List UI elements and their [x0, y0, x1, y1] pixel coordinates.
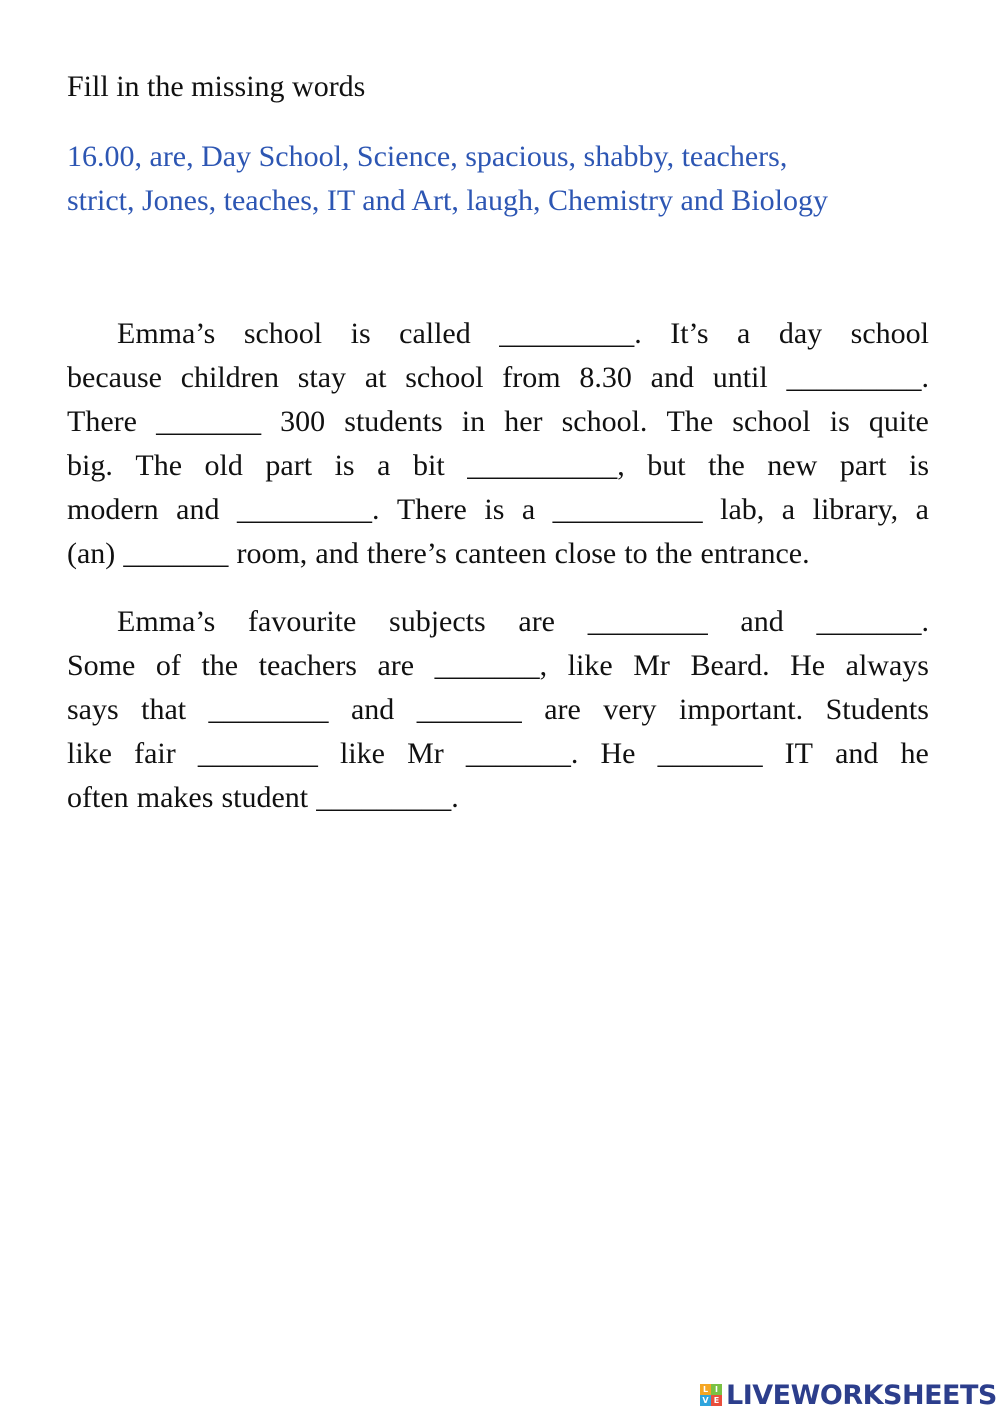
- blank-space[interactable]: __________: [552, 493, 703, 526]
- word: day: [778, 317, 823, 350]
- word: called: [399, 317, 471, 350]
- text-line: [67, 688, 929, 732]
- word: subjects: [389, 605, 486, 638]
- instruction-heading: Fill in the missing words: [67, 70, 366, 103]
- word: because: [67, 361, 162, 394]
- word: library,: [812, 493, 899, 526]
- text-line: [67, 444, 929, 488]
- word: the: [201, 649, 239, 682]
- badge-letter: V: [700, 1395, 711, 1406]
- badge-letter: L: [700, 1384, 711, 1395]
- word: are: [544, 693, 581, 726]
- blank-space[interactable]: ________: [208, 693, 329, 726]
- word: in: [461, 405, 486, 438]
- word: he: [900, 737, 929, 770]
- word: and: [315, 537, 359, 570]
- badge-letter: I: [711, 1384, 722, 1395]
- word: often: [67, 781, 129, 814]
- word: to: [624, 537, 648, 570]
- word: school: [405, 361, 484, 394]
- word: are: [377, 649, 415, 682]
- word: a: [781, 493, 796, 526]
- word: and: [350, 693, 395, 726]
- word: It’s: [670, 317, 709, 350]
- word: part: [839, 449, 887, 482]
- word: old: [204, 449, 243, 482]
- word: like: [567, 649, 613, 682]
- blank-space[interactable]: _______: [123, 537, 229, 570]
- word: and: [740, 605, 784, 638]
- word: Beard.: [690, 649, 770, 682]
- word: children: [180, 361, 279, 394]
- word: that: [141, 693, 187, 726]
- word: There: [67, 405, 137, 438]
- word: IT: [784, 737, 813, 770]
- word: (an): [67, 537, 116, 570]
- text-line: [67, 356, 929, 400]
- word: a: [521, 493, 536, 526]
- word: favourite: [248, 605, 357, 638]
- word: school: [243, 317, 323, 350]
- blank-space[interactable]: _______: [657, 737, 763, 770]
- liveworksheets-logo: [700, 1378, 997, 1412]
- word: Mr: [633, 649, 670, 682]
- word: like: [339, 737, 385, 770]
- word-bank-line: 16.00, are, Day School, Science, spacious, shabby, teachers,: [67, 140, 788, 173]
- word: new: [767, 449, 818, 482]
- word: Some: [67, 649, 136, 682]
- word-bank: [67, 135, 927, 223]
- logo-text: LIVEWORKSHEETS: [726, 1379, 997, 1411]
- blank-space[interactable]: _______.: [465, 737, 579, 770]
- blank-space[interactable]: _______.: [816, 605, 929, 638]
- word: from: [502, 361, 561, 394]
- word: a: [915, 493, 929, 526]
- word: there’s: [366, 537, 447, 570]
- blank-space[interactable]: _______: [156, 405, 262, 438]
- word: and: [835, 737, 879, 770]
- word: her: [504, 405, 543, 438]
- text-line: [67, 532, 929, 576]
- word: very: [603, 693, 657, 726]
- word: is: [334, 449, 355, 482]
- word: bit: [413, 449, 445, 482]
- word: are: [518, 605, 555, 638]
- word: a: [737, 317, 751, 350]
- word: close: [554, 537, 617, 570]
- word: part: [265, 449, 313, 482]
- text-line: [67, 488, 929, 532]
- badge-letter: E: [711, 1395, 722, 1406]
- blank-space[interactable]: ________: [197, 737, 318, 770]
- word: The: [666, 405, 714, 438]
- word: There: [396, 493, 467, 526]
- word: but: [647, 449, 686, 482]
- word: stay: [297, 361, 347, 394]
- word: school: [732, 405, 811, 438]
- text-line: [67, 312, 929, 356]
- word: 300: [280, 405, 326, 438]
- word: a: [377, 449, 391, 482]
- word: school: [850, 317, 929, 350]
- text-line: [67, 600, 929, 644]
- word: the: [708, 449, 745, 482]
- word: Emma’s: [117, 605, 216, 638]
- word: is: [350, 317, 371, 350]
- word: fair: [134, 737, 176, 770]
- word: room,: [236, 537, 308, 570]
- word: the: [655, 537, 693, 570]
- blank-space[interactable]: ________: [587, 605, 708, 638]
- word: He: [790, 649, 826, 682]
- word: says: [67, 693, 119, 726]
- blank-space[interactable]: _________.: [316, 781, 459, 814]
- word: school.: [561, 405, 648, 438]
- word: of: [155, 649, 181, 682]
- word: and: [176, 493, 220, 526]
- word: and: [650, 361, 694, 394]
- blank-space[interactable]: _________.: [236, 493, 380, 526]
- word-bank-line: strict, Jones, teaches, IT and Art, laugh, Chemistry and Biology: [67, 184, 828, 217]
- blank-space[interactable]: _______,: [434, 649, 548, 682]
- paragraph-subjects-teachers: [67, 600, 929, 820]
- word: until: [712, 361, 768, 394]
- blank-space[interactable]: _______: [416, 693, 522, 726]
- logo-badge-icon: [700, 1384, 722, 1406]
- word: The: [135, 449, 183, 482]
- word: modern: [67, 493, 159, 526]
- word: Students: [825, 693, 929, 726]
- word: is: [908, 449, 929, 482]
- blank-space[interactable]: _________.: [786, 361, 929, 394]
- word: student: [221, 781, 309, 814]
- word: important.: [679, 693, 804, 726]
- word: big.: [67, 449, 113, 482]
- word: teachers: [258, 649, 357, 682]
- text-line: [67, 776, 929, 820]
- word: entrance.: [700, 537, 810, 570]
- text-line: [67, 644, 929, 688]
- text-line: [67, 732, 929, 776]
- word: lab,: [720, 493, 765, 526]
- word: Emma’s: [117, 317, 216, 350]
- blank-space[interactable]: _________.: [499, 317, 642, 350]
- word: students: [344, 405, 443, 438]
- word: makes: [136, 781, 214, 814]
- word: Mr: [407, 737, 444, 770]
- word: is: [484, 493, 505, 526]
- word: always: [845, 649, 929, 682]
- word: canteen: [454, 537, 547, 570]
- word: is: [829, 405, 850, 438]
- blank-space[interactable]: __________,: [467, 449, 625, 482]
- word: at: [364, 361, 387, 394]
- word: like: [67, 737, 112, 770]
- word: 8.30: [579, 361, 632, 394]
- word: quite: [868, 405, 929, 438]
- paragraph-school-description: [67, 312, 929, 576]
- text-line: [67, 400, 929, 444]
- word: He: [600, 737, 636, 770]
